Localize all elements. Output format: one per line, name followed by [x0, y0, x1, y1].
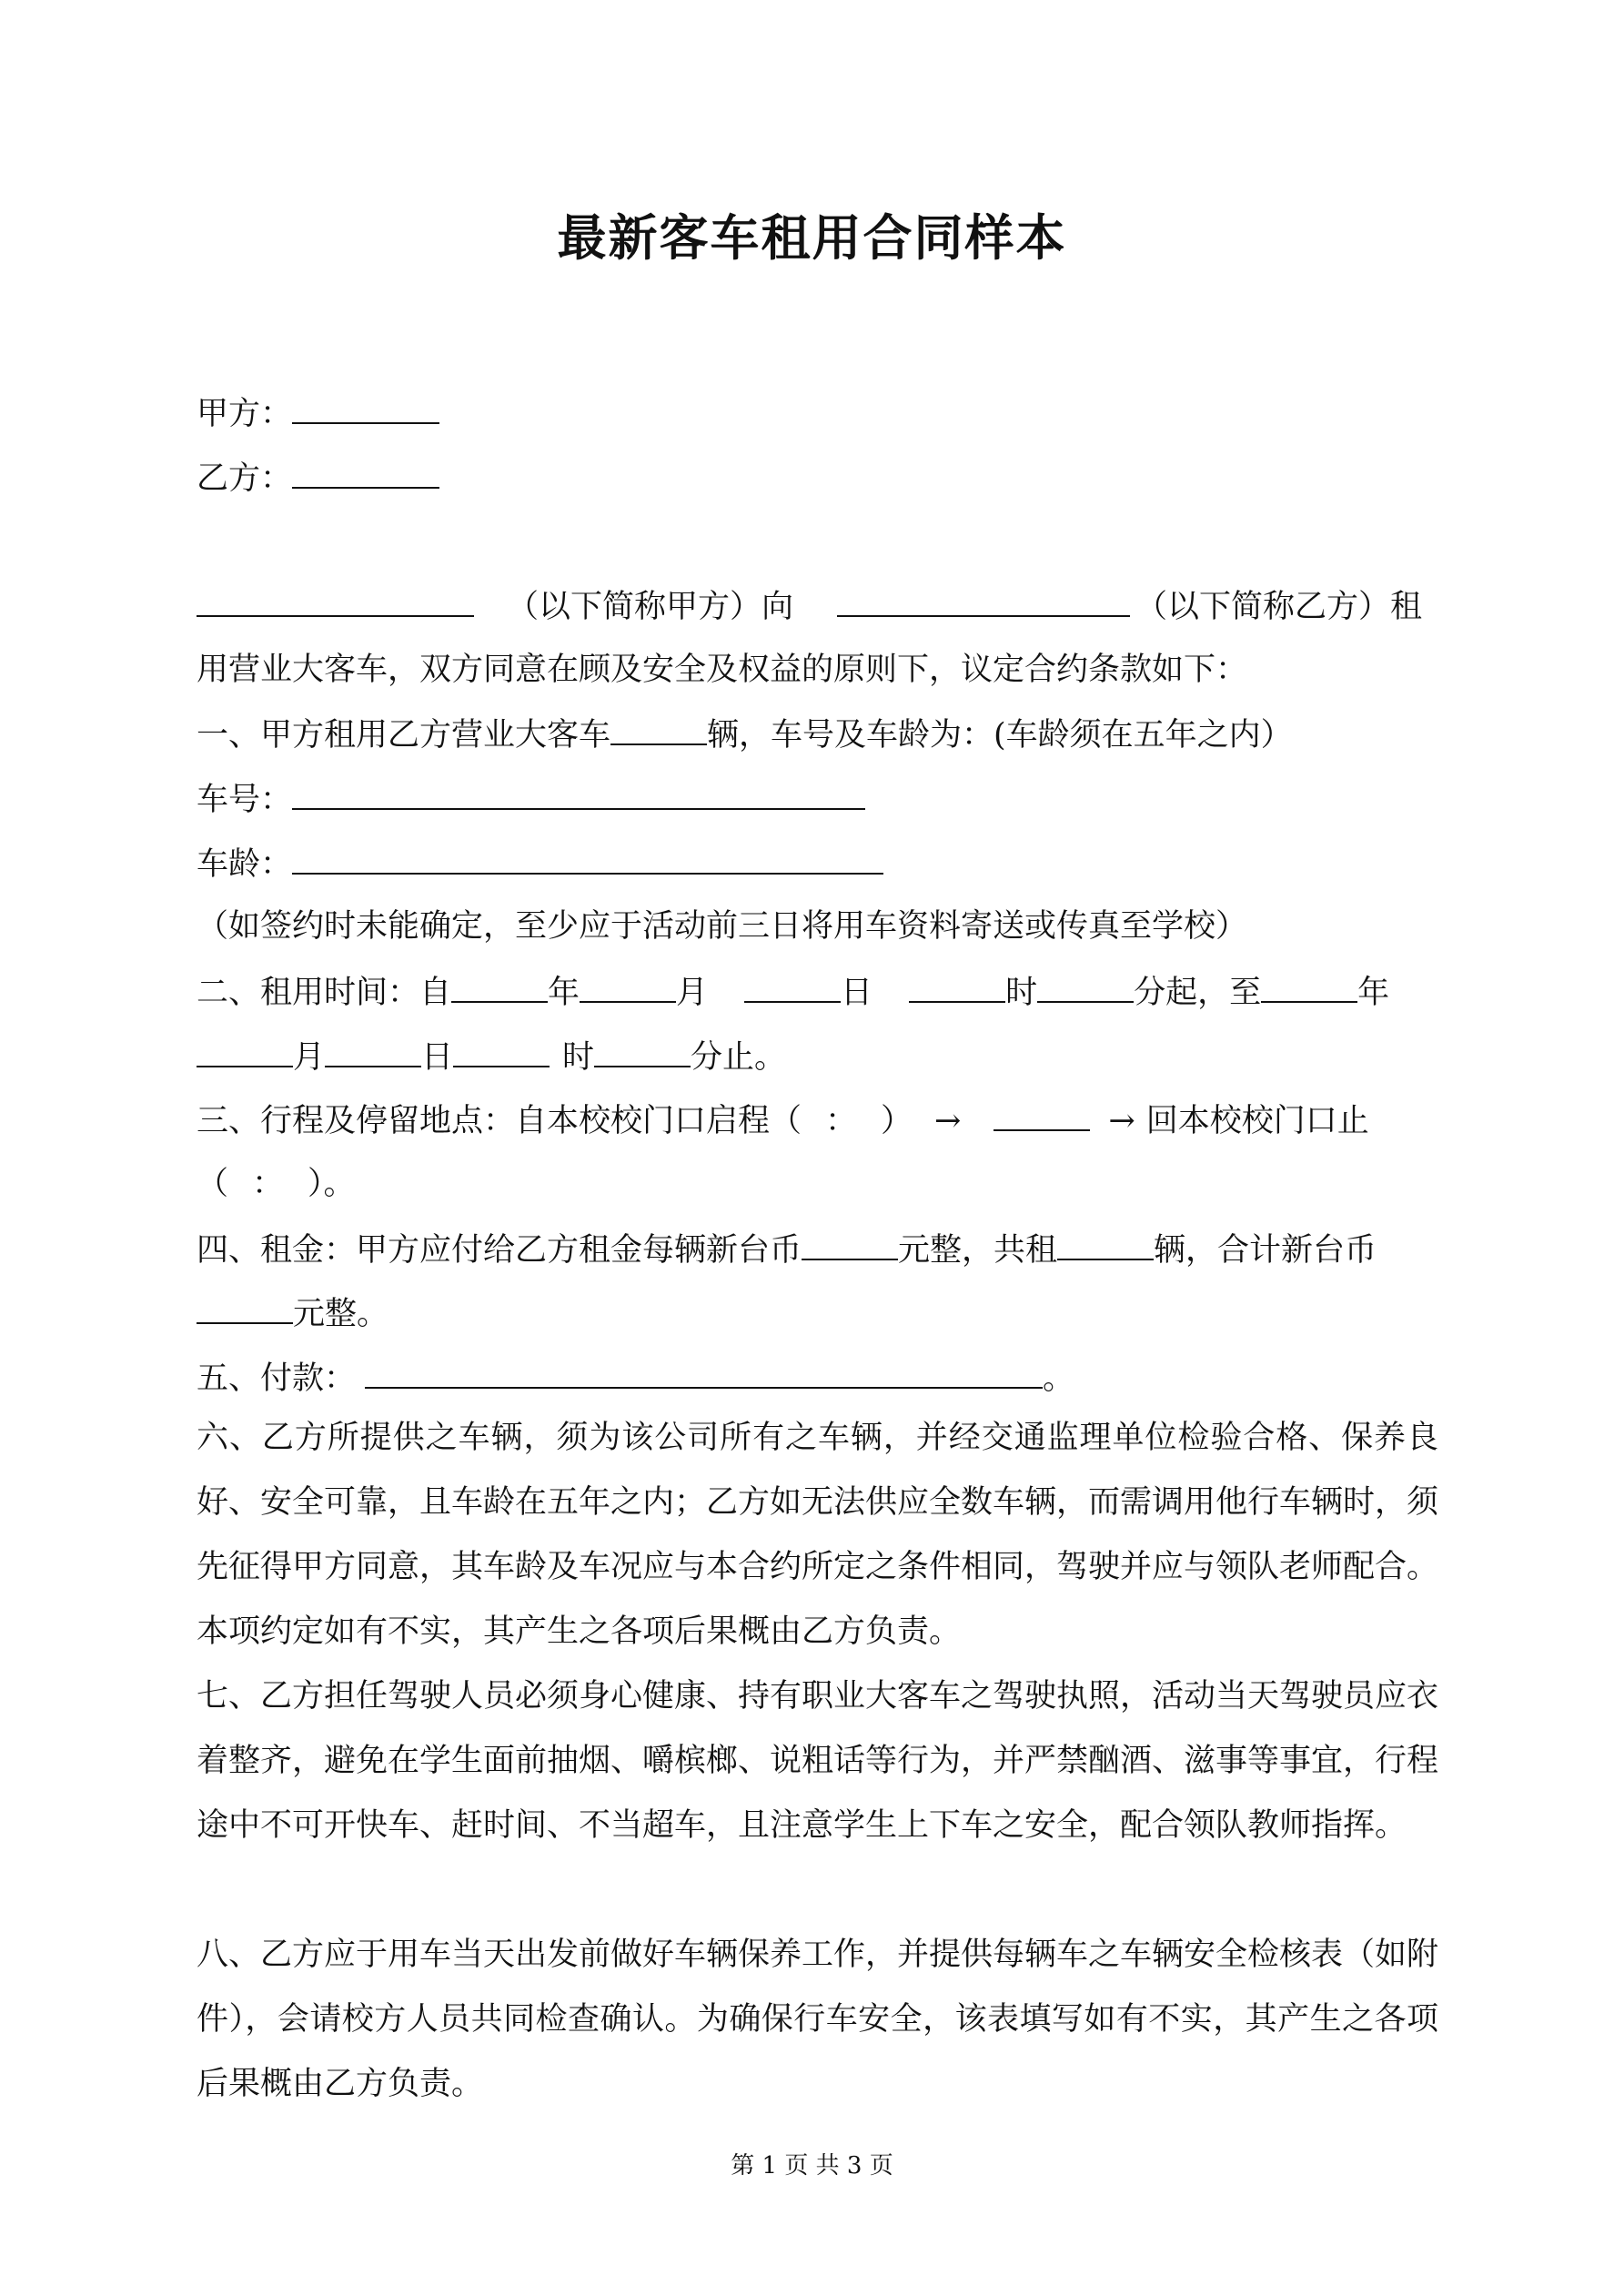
clause2-blank [594, 1033, 691, 1067]
clause5-suffix: 。 [1043, 1360, 1075, 1397]
clause2-blank [451, 968, 548, 1003]
clause4-total-blank [197, 1290, 293, 1324]
age-label: 车龄： [197, 846, 293, 883]
clause4-line-2 [197, 1290, 1438, 1337]
clause2-blank [1037, 968, 1134, 1003]
clause2-blank [453, 1033, 550, 1067]
clause2-blank [909, 968, 1005, 1003]
clause4-prefix: 四、租金：甲方应付给乙方租金每辆新台币 [197, 1232, 802, 1269]
clause3-arrow-icon: → [934, 1103, 962, 1139]
age-line [197, 840, 1438, 887]
clause4-amount-blank [802, 1226, 898, 1260]
clause2-day2: 日 [421, 1039, 454, 1076]
clause1-line [197, 711, 1438, 758]
clause3-colon: ： [825, 1103, 858, 1139]
clause2-year: 年 [548, 975, 580, 1011]
clause3-suffix: 回本校校门口止 [1145, 1103, 1369, 1139]
clause4-count-blank [1057, 1226, 1154, 1260]
clause4-line-1 [197, 1226, 1438, 1273]
clause3-line2-colon: ： [252, 1166, 285, 1202]
clause6-paragraph: 六、乙方所提供之车辆，须为该公司所有之车辆，并经交通监理单位检验合格、保养良好、安全可靠，且车龄在五年之内；乙方如无法供应全数车辆，而需调用他行车辆时，须先征得甲方同意，其车龄及车况应与本合约所定之条件相同，驾驶并应与领队老师配合。本项约定如有不实，其产生之各项后果概由乙方负责。 [197, 1420, 1439, 1650]
intro-party-b-blank [837, 582, 1130, 617]
clause3-arrow-icon: → [1108, 1103, 1135, 1139]
intro-line-2: 用营业大客车，双方同意在顾及安全及权益的原则下，议定合约条款如下： [197, 652, 1248, 688]
clause2-minute-to: 分止。 [691, 1039, 787, 1076]
clause2-line-1 [197, 968, 1438, 1016]
clause7-paragraph: 七、乙方担任驾驶人员必须身心健康、持有职业大客车之驾驶执照，活动当天驾驶员应衣着整齐，避免在学生面前抽烟、嚼槟榔、说粗话等行为，并严禁酗酒、滋事等事宜，行程途中不可开快车、赶时间、不当超车，且注意学生上下车之安全，配合领队教师指挥。 [197, 1678, 1439, 1844]
party-a-label: 甲方： [197, 396, 293, 432]
clause4-unit1: 元整，共租 [898, 1232, 1058, 1269]
plate-label: 车号： [197, 782, 293, 818]
page-footer: 第 1 页 共 3 页 [731, 2152, 893, 2180]
clause8-paragraph: 八、乙方应于用车当天出发前做好车辆保养工作，并提供每辆车之车辆安全检核表（如附件），会请校方人员共同检查确认。为确保行车安全，该表填写如有不实，其产生之各项后果概由乙方负责。 [197, 1937, 1439, 2102]
party-a-line [197, 389, 1438, 437]
clause2-day: 日 [841, 975, 873, 1011]
clause1-vehicle-count-blank [610, 711, 707, 745]
clause2-minute-from: 分起，至 [1134, 975, 1262, 1011]
intro-line-1 [197, 582, 1438, 630]
clause2-year2: 年 [1357, 975, 1390, 1011]
clause2-line-2 [197, 1033, 1438, 1080]
clause1-text-b: 辆，车号及车龄为：(车龄须在五年之内） [707, 717, 1293, 754]
clause3-stop-blank [994, 1097, 1090, 1131]
party-a-blank [292, 389, 439, 424]
clause3-line2-close: ）。 [308, 1166, 356, 1202]
document-title: 最新客车租用合同样本 [557, 208, 1067, 267]
clause2-blank [1261, 968, 1357, 1003]
clause2-blank [325, 1033, 421, 1067]
clause1-text-a: 一、甲方租用乙方营业大客车 [197, 717, 611, 754]
clause3-line-1 [197, 1097, 1438, 1144]
clause2-hour2: 时 [562, 1039, 595, 1076]
intro-party-a-note: （以下简称甲方）向 [507, 589, 794, 625]
clause5-payment-blank [365, 1354, 1043, 1389]
clause2-prefix: 二、租用时间：自 [197, 975, 452, 1011]
party-b-blank [292, 454, 439, 489]
clause4-unit2: 辆，合计新台币 [1154, 1232, 1377, 1269]
clause2-month2: 月 [293, 1039, 326, 1076]
clause3-line2-open: （ [197, 1166, 229, 1202]
intro-party-b-note: （以下简称乙方）租 [1135, 589, 1423, 625]
clause5-prefix: 五、付款： [197, 1360, 357, 1397]
clause2-month: 月 [676, 975, 709, 1011]
clause1-note: （如签约时未能确定，至少应于活动前三日将用车资料寄送或传真至学校） [197, 908, 1248, 945]
clause3-line-2 [197, 1161, 1438, 1207]
clause5-line [197, 1354, 1438, 1401]
clause2-blank [744, 968, 841, 1003]
plate-blank [292, 775, 865, 810]
age-blank [292, 840, 883, 875]
clause3-prefix: 三、行程及停留地点：自本校校门口启程（ [197, 1103, 802, 1139]
clause3-close: ） [881, 1103, 913, 1139]
clause4-unit3: 元整。 [293, 1296, 389, 1332]
clause2-blank [580, 968, 676, 1003]
clause2-blank [197, 1033, 293, 1067]
plate-line [197, 775, 1438, 823]
clause2-hour: 时 [1005, 975, 1038, 1011]
party-b-label: 乙方： [197, 460, 293, 497]
intro-party-a-blank [197, 582, 474, 617]
party-b-line [197, 454, 1438, 501]
